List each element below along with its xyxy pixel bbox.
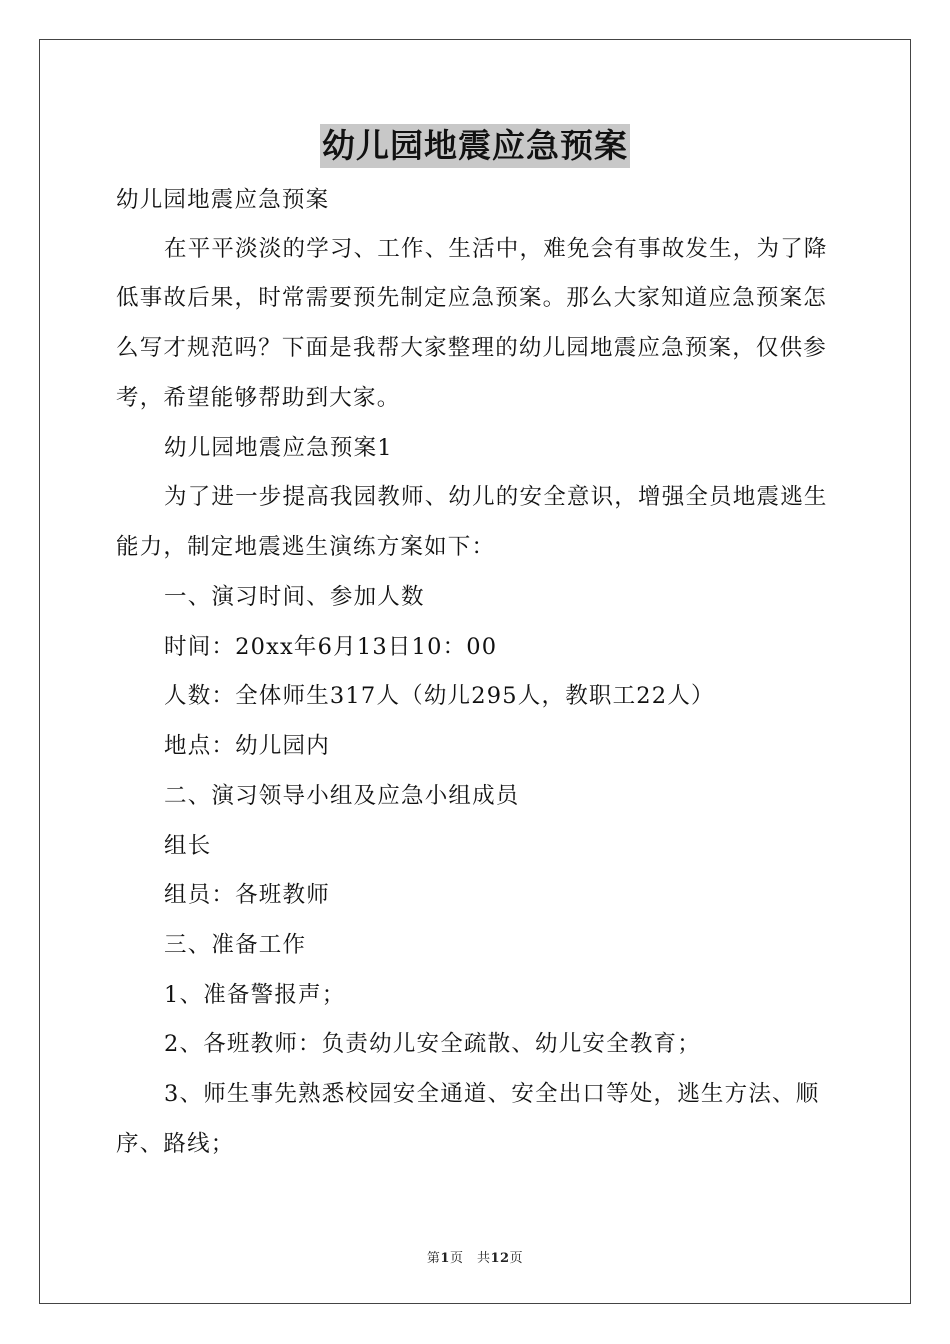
footer-suffix: 页: [509, 1251, 524, 1266]
intro-line-1: 在平平淡淡的学习、工作、生活中，难免会有事故发生，为了降: [164, 236, 828, 262]
section-heading: 幼儿园地震应急预案1: [164, 435, 393, 461]
footer-mid: 页 共: [449, 1251, 491, 1266]
people-line: 人数：全体师生317人（幼儿295人，教职工22人）: [164, 683, 715, 709]
item-heading-1: 一、演习时间、参加人数: [164, 584, 425, 610]
purpose-line-2: 能力，制定地震逃生演练方案如下：: [116, 534, 496, 560]
purpose-line-1: 为了进一步提高我园教师、幼儿的安全意识，增强全员地震逃生: [164, 484, 828, 510]
prep-item-1: 1、准备警报声；: [164, 982, 346, 1008]
item-heading-2: 二、演习领导小组及应急小组成员: [164, 783, 520, 809]
prep-item-3-line-2: 序、路线；: [116, 1131, 235, 1157]
intro-line-3: 么写才规范吗？下面是我帮大家整理的幼儿园地震应急预案，仅供参: [116, 335, 828, 361]
footer-page-total: 12: [490, 1251, 510, 1266]
leader-line: 组长: [164, 833, 212, 859]
document-title: 幼儿园地震应急预案: [320, 124, 630, 168]
prep-item-3-line-1: 3、师生事先熟悉校园安全通道、安全出口等处，逃生方法、顺: [164, 1081, 820, 1107]
item-heading-3: 三、准备工作: [164, 932, 307, 958]
location-line: 地点：幼儿园内: [164, 733, 330, 759]
footer-page-number: 1: [440, 1251, 450, 1266]
intro-line-4: 考，希望能够帮助到大家。: [116, 385, 401, 411]
intro-line-2: 低事故后果，时常需要预先制定应急预案。那么大家知道应急预案怎: [116, 285, 828, 311]
prep-item-2: 2、各班教师：负责幼儿安全疏散、幼儿安全教育；: [164, 1031, 701, 1057]
page-footer: [0, 1247, 950, 1266]
members-line: 组员：各班教师: [164, 882, 330, 908]
title-container: [0, 124, 950, 168]
subtitle-line: 幼儿园地震应急预案: [116, 187, 330, 213]
footer-prefix: 第: [426, 1251, 441, 1266]
time-line: 时间：20xx年6月13日10：00: [164, 634, 498, 660]
